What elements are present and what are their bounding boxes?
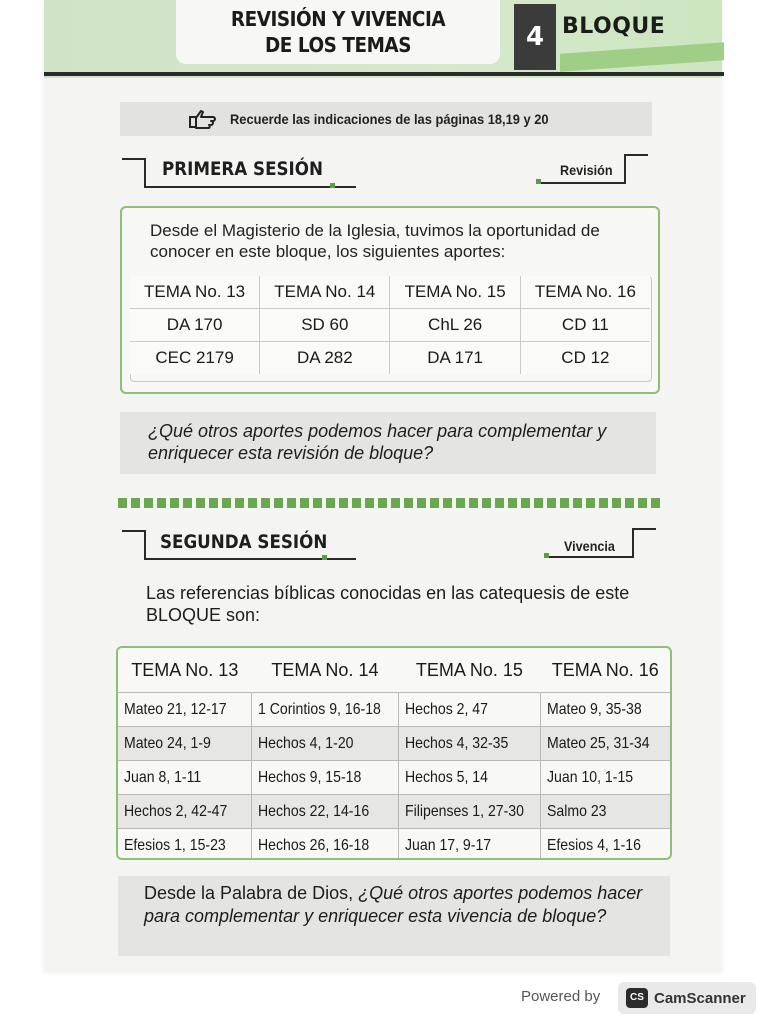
section-dot: [536, 179, 541, 184]
biblical-references-table: [118, 648, 670, 860]
table-cell: [398, 795, 540, 829]
column-header: TEMA No. 13: [130, 276, 260, 309]
table-row: [130, 342, 650, 375]
first-session-tag: Revisión: [560, 162, 613, 178]
cell-text: Mateo 9, 35-38: [546, 700, 642, 718]
page-title-line1: REVISIÓN Y VIVENCIA: [230, 7, 446, 31]
table-cell: CD 12: [520, 342, 650, 375]
cell-text: Hechos 5, 14: [404, 768, 488, 786]
table-cell: [118, 727, 252, 761]
table-cell: ChL 26: [390, 309, 520, 342]
cell-text: Hechos 2, 42-47: [124, 802, 228, 820]
table-cell: [540, 727, 670, 761]
camscanner-badge: [618, 982, 756, 1014]
first-session-title: PRIMERA SESIÓN: [162, 158, 323, 180]
table-cell: [252, 795, 399, 829]
revision-question-box: [120, 412, 656, 474]
header-title-box: [176, 0, 500, 64]
section-dot: [322, 555, 327, 560]
table-row: [118, 829, 670, 861]
table-cell: [540, 761, 670, 795]
cell-text: Juan 8, 1-11: [124, 768, 202, 786]
magisterio-intro: Desde el Magisterio de la Iglesia, tuvimos la oportunidad de conocer en este bloque, los siguientes aportes:: [150, 221, 600, 261]
header-divider: [44, 72, 724, 76]
column-header: TEMA No. 16: [551, 659, 659, 680]
cell-text: Efesios 1, 15-23: [124, 836, 226, 854]
cell-text: Salmo 23: [546, 802, 607, 820]
vivencia-question-prefix: Desde la Palabra de Dios,: [144, 883, 359, 903]
column-header: TEMA No. 14: [260, 276, 390, 309]
vivencia-question: ¿Qué otros aportes podemos hacer para complementar y enriquecer esta vivencia de bloque?: [144, 883, 643, 926]
cell-text: Juan 10, 1-15: [546, 768, 634, 786]
cell-text: Hechos 4, 32-35: [404, 734, 509, 752]
table-row: [118, 693, 670, 727]
table-row: [130, 309, 650, 342]
block-label: BLOQUE: [562, 14, 666, 39]
vivencia-question-box: [118, 876, 670, 956]
table-cell: DA 171: [390, 342, 520, 375]
table-cell: DA 170: [130, 309, 260, 342]
section-dot: [330, 183, 335, 188]
table-cell: [118, 795, 252, 829]
column-header: TEMA No. 15: [390, 276, 520, 309]
column-header: TEMA No. 15: [415, 659, 523, 680]
pointing-hand-icon: [188, 107, 218, 131]
section-dot: [544, 553, 549, 558]
magisterio-table: [130, 276, 650, 374]
column-header: TEMA No. 13: [131, 659, 239, 680]
biblical-references-intro: Las referencias bíblicas conocidas en las catequesis de este BLOQUE son:: [146, 583, 630, 625]
second-session-title: SEGUNDA SESIÓN: [160, 531, 328, 553]
table-cell: [540, 829, 670, 861]
table-cell: [252, 727, 399, 761]
cell-text: Filipenses 1, 27-30: [404, 802, 524, 820]
table-row: [118, 795, 670, 829]
camscanner-logo-icon: CS: [626, 988, 648, 1008]
table-cell: [252, 761, 399, 795]
cell-text: Efesios 4, 1-16: [546, 836, 641, 854]
cell-text: Hechos 9, 15-18: [258, 768, 362, 786]
block-number: 4: [514, 4, 556, 70]
second-session-tag: Vivencia: [564, 538, 615, 554]
revision-question: ¿Qué otros aportes podemos hacer para complementar y enriquecer esta revisión de bloque?: [148, 421, 607, 463]
table-cell: [118, 693, 252, 727]
table-cell: [252, 829, 399, 861]
cell-text: Hechos 4, 1-20: [258, 734, 354, 752]
cell-text: Hechos 2, 47: [404, 700, 488, 718]
table-cell: CD 11: [520, 309, 650, 342]
table-cell: [540, 693, 670, 727]
table-cell: CEC 2179: [130, 342, 260, 375]
magisterio-box: [120, 206, 660, 394]
table-cell: [540, 795, 670, 829]
table-cell: SD 60: [260, 309, 390, 342]
table-cell: [118, 761, 252, 795]
table-cell: [252, 693, 399, 727]
table-cell: [398, 693, 540, 727]
cell-text: Hechos 22, 14-16: [258, 802, 370, 820]
table-cell: [398, 829, 540, 861]
column-header: TEMA No. 14: [271, 659, 379, 680]
column-header: TEMA No. 16: [520, 276, 650, 309]
vivencia-question-block: [144, 882, 664, 928]
table-header-row: [130, 276, 650, 309]
page-title: [189, 0, 487, 58]
cell-text: Hechos 26, 16-18: [258, 836, 370, 854]
cell-text: Mateo 24, 1-9: [124, 734, 211, 752]
table-header-row: [118, 648, 670, 693]
table-cell: DA 282: [260, 342, 390, 375]
page-title-line2: DE LOS TEMAS: [264, 33, 412, 57]
cell-text: Mateo 25, 31-34: [546, 734, 650, 752]
cell-text: Juan 17, 9-17: [404, 836, 491, 854]
dotted-separator: [118, 498, 664, 508]
table-cell: [398, 727, 540, 761]
cell-text: 1 Corintios 9, 16-18: [258, 700, 382, 718]
biblical-references-box: [116, 646, 672, 860]
table-row: [118, 761, 670, 795]
powered-by-label: Powered by: [521, 988, 601, 1005]
instruction-bar: [120, 102, 652, 136]
cell-text: Mateo 21, 12-17: [124, 700, 227, 718]
camscanner-name: CamScanner: [654, 989, 746, 1007]
table-cell: [118, 829, 252, 861]
table-cell: [398, 761, 540, 795]
table-row: [118, 727, 670, 761]
instruction-text: Recuerde las indicaciones de las páginas 18,19 y 20: [230, 111, 549, 127]
